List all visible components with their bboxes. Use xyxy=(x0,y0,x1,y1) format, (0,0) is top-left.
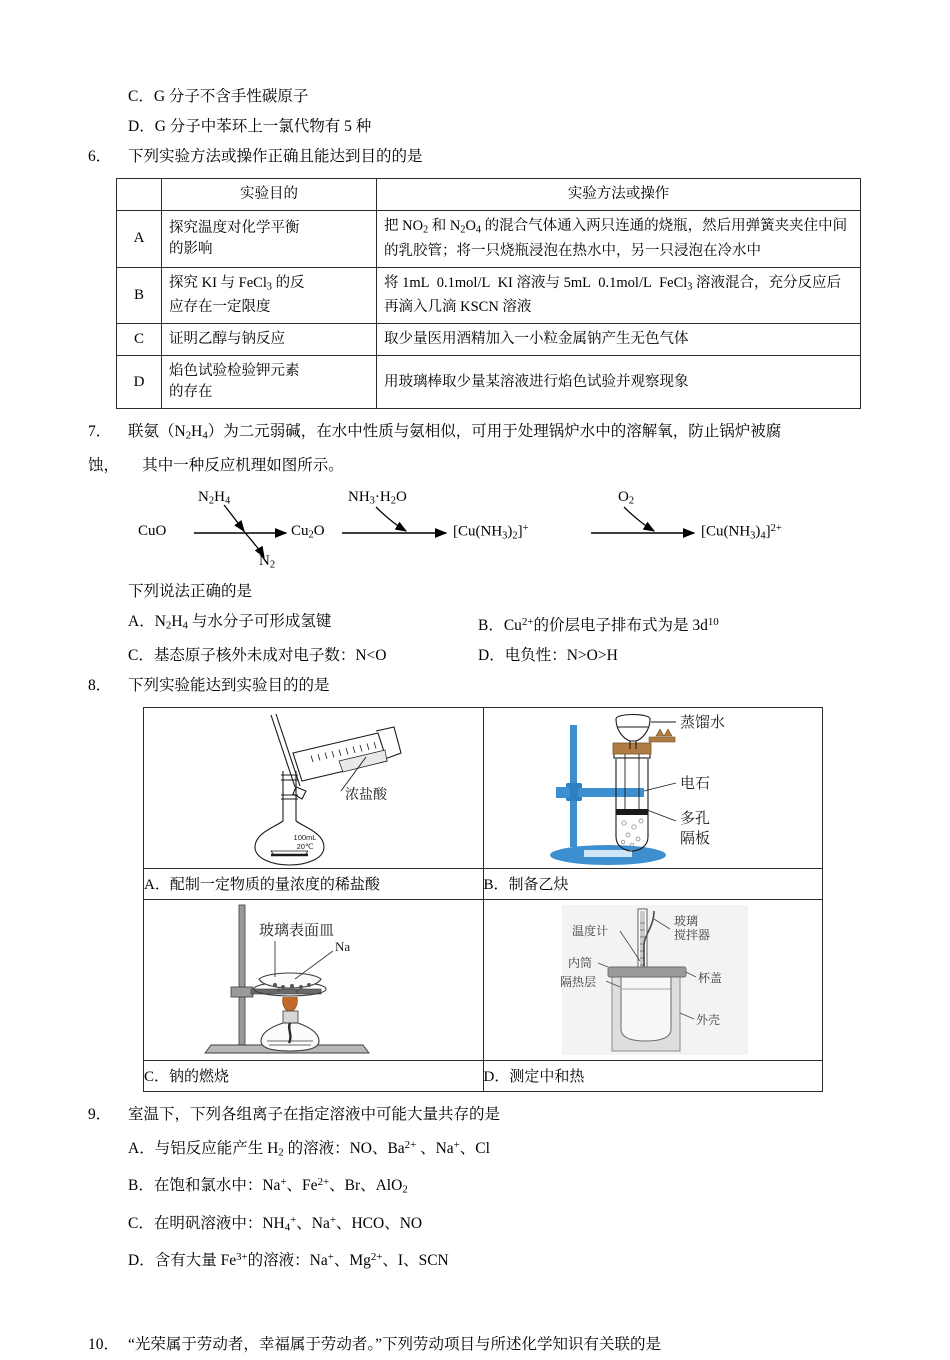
header-method: 实验方法或操作 xyxy=(377,179,861,211)
table-row xyxy=(117,267,861,324)
table-row xyxy=(117,356,861,409)
question-6-stem xyxy=(88,142,862,172)
scheme-node-cu2o: $Cu_2O$ xyxy=(291,522,325,541)
cup-lid-icon xyxy=(608,967,686,977)
question-8-text: 下列实验能达到实验目的的是 xyxy=(128,676,330,694)
concentrated-hcl-label: 浓盐酸 xyxy=(345,787,388,803)
row-letter: A xyxy=(117,211,162,268)
cup-lid-label: 杯盖 xyxy=(697,970,722,985)
question-6-text: 下列实验方法或操作正确且能达到目的的是 xyxy=(128,148,423,165)
caption-d: D．测定中和热 xyxy=(483,1060,823,1091)
question-6-table xyxy=(116,178,861,409)
header-goal: 实验目的 xyxy=(162,179,377,211)
carryover-option-c xyxy=(128,82,862,112)
question-6-number: 6． xyxy=(88,148,112,165)
question-7-options-row2 xyxy=(128,641,862,671)
calcium-carbide-label: 电石 xyxy=(679,775,710,792)
sodium-label: Na xyxy=(335,938,351,954)
question-7-option-c: C．基态原子核外未成对电子数：N<O xyxy=(128,646,387,664)
question-9-option-d: D．含有大量 $Fe^{3+}$的溶液：Na+、$Mg^{2+}$、I、SCN xyxy=(128,1251,449,1270)
thermometer-label: 温度计 xyxy=(571,923,608,938)
header-blank xyxy=(117,179,162,211)
row-goal: 证明乙醇与钠反应 xyxy=(162,324,377,356)
question-9-number: 9． xyxy=(88,1105,112,1123)
porous-plate-label-2: 隔板 xyxy=(679,830,710,847)
test-tube-icon xyxy=(614,753,650,851)
question-10-stem xyxy=(88,1330,862,1360)
scheme-node-diammine-copper: $[Cu(NH_3)_2]^+$ xyxy=(453,522,529,542)
row-goal: 探究 KI 与 FeCl$_3$ 的反 应存在一定限度 xyxy=(162,267,377,324)
row-goal: 焰色试验检验钾元素 的存在 xyxy=(162,356,377,409)
row-method: 将 1mL 0.1mol/L KI 溶液与 5mL 0.1mol/L FeCl$_3$ 溶液混合，充分反应后再滴入几滴 KSCN 溶液 xyxy=(377,267,861,324)
inner-cup-icon xyxy=(621,977,671,1041)
outer-shell-label: 外壳 xyxy=(695,1012,720,1027)
figure-cell-d xyxy=(483,899,823,1060)
question-9-option-b: B．在饱和氯水中：Na+、$Fe^{2+}$、Br、AlO$_2$ xyxy=(128,1176,408,1196)
row-method: 把 $NO_2$ 和 $N_2O_4$ 的混合气体通入两只连通的烧瓶，然后用弹簧夹夹住中间的乳胶管；将一只烧瓶浸泡在热水中，另一只浸泡在冷水中 xyxy=(377,211,861,268)
table-row xyxy=(117,324,861,356)
question-10-text: “光荣属于劳动者，幸福属于劳动者。”下列劳动项目与所述化学知识有关联的是 xyxy=(128,1336,662,1354)
figure-row-cd xyxy=(144,899,823,1060)
glass-stirrer-label-1: 玻璃 xyxy=(673,913,698,928)
sodium-combustion-figure xyxy=(163,901,463,1059)
question-7-text-line1: 联氨$(N_2H_4)$为二元弱碱，在水中性质与氨相似，可用于处理锅炉水中的溶解氧，防止锅炉被腐 xyxy=(128,423,782,442)
question-10-number: 10． xyxy=(88,1336,120,1354)
acetylene-generator-figure xyxy=(508,709,798,867)
question-9-option-c: C．在明矾溶液中：$NH_4^+$、Na+、HCO、NO xyxy=(128,1213,423,1234)
question-9-stem xyxy=(88,1100,862,1130)
volumetric-flask-apparatus-figure xyxy=(163,709,463,867)
flask-temperature-label: 20℃ xyxy=(296,841,314,851)
question-7-stem xyxy=(88,417,862,451)
carryover-option-c-text: C．G 分子不含手性碳原子 xyxy=(128,88,309,105)
porous-plate-label-1: 多孔 xyxy=(679,810,710,827)
caption-a: A．配制一定物质的量浓度的稀盐酸 xyxy=(144,868,484,899)
flask-volume-label: 100mL xyxy=(293,832,317,842)
row-method: 取少量医用酒精加入一小粒金属钠产生无色气体 xyxy=(377,324,861,356)
row-letter: C xyxy=(117,324,162,356)
scheme-node-cuo: CuO xyxy=(138,522,167,539)
caption-b: B．制备乙炔 xyxy=(483,868,823,899)
question-7-text-line2: 蚀， 其中一种反应机理如图所示。 xyxy=(88,456,344,474)
question-8-stem xyxy=(88,671,862,701)
figure-cell-c xyxy=(144,899,484,1060)
figure-cell-b xyxy=(483,707,823,868)
question-7-option-d: D．电负性：N>O>H xyxy=(478,646,618,664)
row-method: 用玻璃棒取少量某溶液进行焰色试验并观察现象 xyxy=(377,356,861,409)
insulation-layer-label: 隔热层 xyxy=(559,974,596,989)
neutralization-calorimeter-figure xyxy=(508,901,798,1059)
question-7-options-row1 xyxy=(128,607,862,641)
side-tube-icon xyxy=(649,729,675,742)
row-letter: D xyxy=(117,356,162,409)
scheme-node-tetraammine-copper: $[Cu(NH_3)_4]^{2+}$ xyxy=(701,522,782,542)
scheme-byproduct-n2: $N_2$ xyxy=(259,552,276,571)
glass-stirrer-label-2: 搅拌器 xyxy=(673,927,710,942)
distilled-water-label: 蒸馏水 xyxy=(679,714,725,731)
question-7-prompt: 下列说法正确的是 xyxy=(128,582,253,600)
question-9-option-a: A．与铝反应能产生 $H_2$ 的溶液：NO、$Ba^{2+}$ 、Na+、Cl xyxy=(128,1138,490,1159)
row-letter: B xyxy=(117,267,162,324)
porous-plate-icon xyxy=(616,809,648,815)
scheme-reagent-o2: $O_2$ xyxy=(618,488,635,507)
scheme-reagent-n2h4: $N_2H_4$ xyxy=(198,488,231,507)
caption-row-cd xyxy=(144,1060,823,1091)
carryover-option-d-text: D．G 分子中苯环上一氯代物有 5 种 xyxy=(128,118,372,135)
cork-stopper-icon xyxy=(613,743,651,754)
caption-row-ab xyxy=(144,868,823,899)
question-7-reaction-scheme xyxy=(116,485,861,577)
table-row xyxy=(117,211,861,268)
question-7-option-a: A．$N_2H_4$ 与水分子可形成氢键 xyxy=(128,612,332,632)
question-8-number: 8． xyxy=(88,676,112,694)
inner-cup-label: 内筒 xyxy=(567,955,592,970)
question-7-option-b: B．$Cu^{2+}$的价层电子排布式为是 $3d^{10}$ xyxy=(478,615,719,634)
question-8-table xyxy=(143,707,823,1092)
figure-cell-a xyxy=(144,707,484,868)
row-goal: 探究温度对化学平衡 的影响 xyxy=(162,211,377,268)
carryover-option-d xyxy=(128,112,862,142)
caption-c: C．钠的燃烧 xyxy=(144,1060,484,1091)
table-header-row xyxy=(117,179,861,211)
question-7-number: 7． xyxy=(88,423,112,441)
scheme-reagent-ammonia-hydrate: $NH_3\cdot H_2O$ xyxy=(348,488,407,507)
question-9-text: 室温下，下列各组离子在指定溶液中可能大量共存的是 xyxy=(128,1105,501,1123)
figure-row-ab xyxy=(144,707,823,868)
watch-glass-label: 玻璃表面皿 xyxy=(259,922,335,939)
